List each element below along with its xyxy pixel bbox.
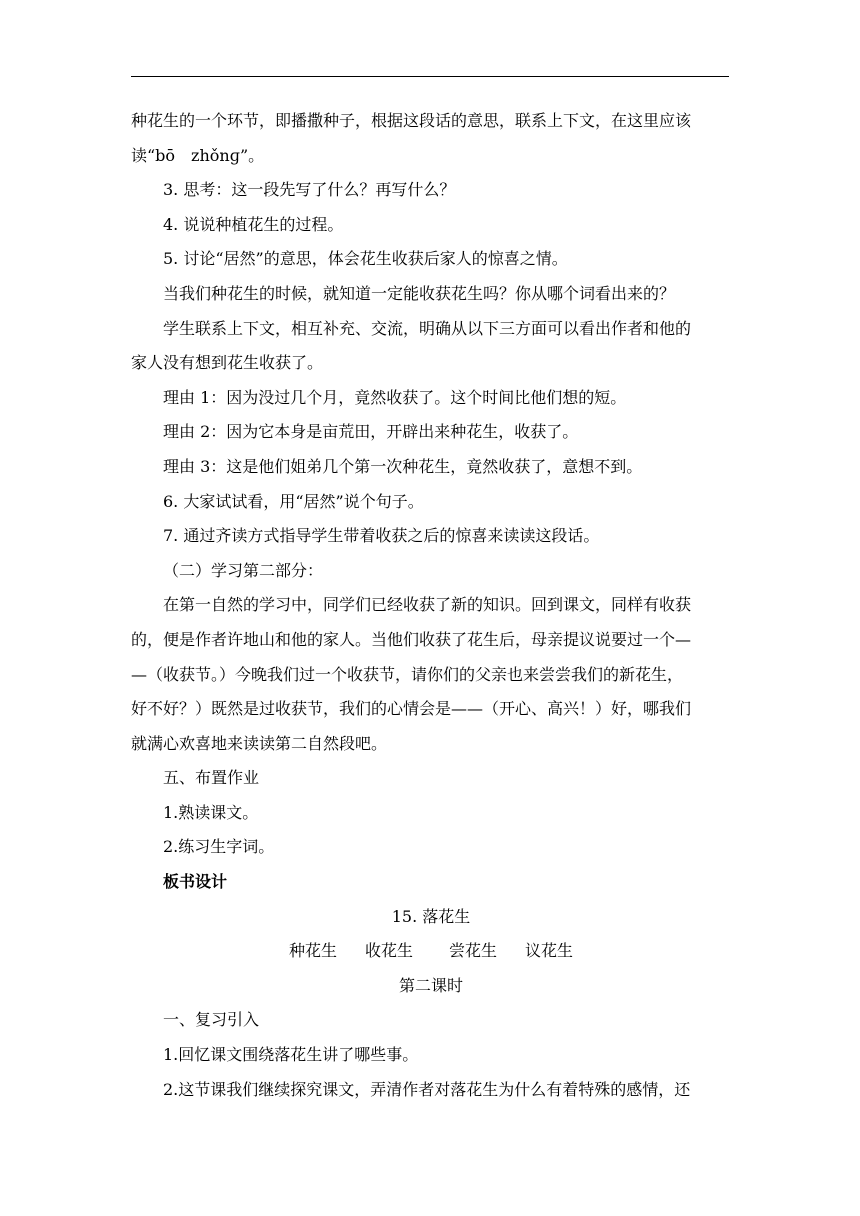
- paragraph: 就满心欢喜地来读读第二自然段吧。: [131, 733, 388, 753]
- list-item: 6. 大家试试看，用“居然”说个句子。: [163, 491, 424, 511]
- section-heading: 一、复习引入: [163, 1010, 260, 1030]
- paragraph: 家人没有想到花生收获了。: [131, 353, 324, 373]
- board-item: 收花生: [364, 941, 413, 961]
- board-items: [131, 934, 731, 969]
- paragraph: 学生联系上下文，相互补充、交流，明确从以下三方面可以看出作者和他的: [163, 318, 692, 338]
- list-item: 1.熟读课文。: [163, 802, 259, 822]
- paragraph: 的，便是作者许地山和他的家人。当他们收获了花生后，母亲提议说要过一个—: [131, 629, 692, 649]
- list-item: 3. 思考：这一段先写了什么？再写什么？: [163, 180, 456, 200]
- list-item: 1.回忆课文围绕落花生讲了哪些事。: [163, 1045, 419, 1065]
- board-item: 议花生: [525, 941, 574, 961]
- paragraph: 好不好？）既然是过收获节，我们的心情会是——（开心、高兴！）好，哪我们: [131, 699, 692, 719]
- list-item: 5. 讨论“居然”的意思，体会花生收获后家人的惊喜之情。: [163, 249, 568, 269]
- document-body: [131, 104, 731, 1107]
- board-design-heading: 板书设计: [163, 872, 228, 892]
- reason-item: 理由 1：因为没过几个月，竟然收获了。这个时间比他们想的短。: [163, 387, 627, 407]
- list-item: 2.练习生字词。: [163, 837, 275, 857]
- list-item: 2.这节课我们继续探究课文，弄清作者对落花生为什么有着特殊的感情，还: [163, 1079, 691, 1099]
- header-rule: [131, 76, 729, 77]
- board-item: 尝花生: [449, 941, 498, 961]
- list-item: 4. 说说种植花生的过程。: [163, 214, 344, 234]
- paragraph: 当我们种花生的时候，就知道一定能收获花生吗？你从哪个词看出来的？: [163, 283, 676, 303]
- section-heading: 五、布置作业: [163, 768, 260, 788]
- list-item: 7. 通过齐读方式指导学生带着收获之后的惊喜来读读这段话。: [163, 526, 600, 546]
- board-item: 种花生: [288, 941, 337, 961]
- section-heading: （二）学习第二部分：: [163, 560, 324, 580]
- reason-item: 理由 3：这是他们姐弟几个第一次种花生，竟然收获了，意想不到。: [163, 456, 643, 476]
- paragraph: —（收获节。）今晚我们过一个收获节，请你们的父亲也来尝尝我们的新花生，: [131, 664, 684, 684]
- paragraph: 在第一自然的学习中，同学们已经收获了新的知识。回到课文，同样有收获: [163, 595, 692, 615]
- paragraph: 种花生的一个环节，即播撒种子，根据这段话的意思，联系上下文，在这里应该: [131, 111, 692, 130]
- board-title: 15. 落花生: [391, 906, 471, 926]
- lesson-title: 第二课时: [398, 975, 463, 995]
- reason-item: 理由 2：因为它本身是亩荒田，开辟出来种花生，收获了。: [163, 422, 579, 442]
- paragraph: 读“bō zhǒnɡ”。: [131, 145, 265, 165]
